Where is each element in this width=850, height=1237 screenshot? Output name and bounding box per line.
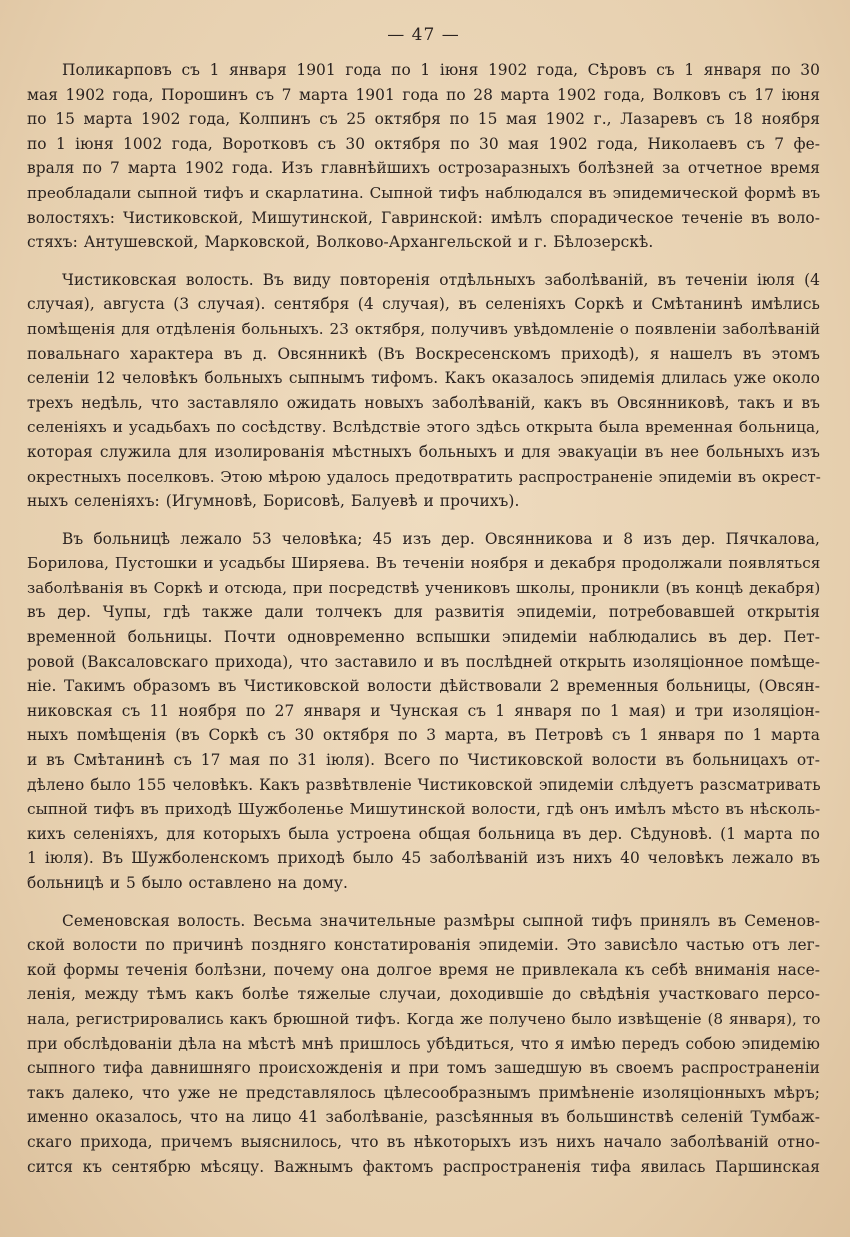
text-line: при обслѣдованіи дѣла на мѣстѣ мнѣ пришлось убѣдиться, что я имѣю передъ собою эпидемію [27, 1034, 820, 1053]
text-line: кихъ селеніяхъ, для которыхъ была устроена общая больница въ дер. Сѣдуновѣ. (1 марта по [27, 824, 820, 843]
text-line: враля по 7 марта 1902 года. Изъ главнѣйшихъ острозаразныхъ болѣзней за отчетное время [27, 159, 820, 178]
text-line: стяхъ: Антушевской, Марковской, Волково-Архангельской и г. Бѣлозерскѣ. [27, 233, 654, 252]
text-line: заболѣванія въ Соркѣ и отсюда, при посредствѣ учениковъ школы, проникли (въ концѣ декабря) [27, 578, 821, 597]
text-line: окрестныхъ поселковъ. Этою мѣрою удалось предотвратить распространеніе эпидеміи въ окрест- [27, 467, 821, 486]
text-line: именно оказалось, что на лицо 41 заболѣваніе, разсѣянныя въ большинствѣ селеній Тумбаж- [27, 1108, 820, 1127]
paragraph [27, 268, 820, 514]
text-line: Чистиковская волость. Въ виду повторенія отдѣльныхъ заболѣваній, въ теченіи іюля (4 [62, 270, 820, 289]
text-line: сыпной тифъ въ приходѣ Шужболенье Мишутинской волости, гдѣ онъ имѣлъ мѣсто въ нѣсколь- [27, 800, 821, 819]
paragraph-gap [27, 514, 820, 527]
text-line: скаго прихода, причемъ выяснилось, что въ нѣкоторыхъ изъ нихъ начало заболѣваній отно- [27, 1132, 820, 1151]
text-line: больницѣ и 5 было оставлено на дому. [27, 874, 348, 892]
paragraph [27, 527, 820, 896]
text-line: селеніи 12 человѣкъ больныхъ сыпнымъ тифомъ. Какъ оказалось эпидемія длилась уже около [27, 369, 820, 388]
text-line: селеніяхъ и усадьбахъ по сосѣдству. Вслѣдствіе этого здѣсь открыта была временная больница, [27, 418, 820, 437]
text-body [27, 58, 820, 1179]
text-line: кой формы теченія болѣзни, почему она долгое время не привлекала къ себѣ вниманія насе- [27, 960, 820, 979]
text-line: случая), августа (3 случая). сентября (4 случая), въ селеніяхъ Соркѣ и Смѣтанинѣ имѣлись [27, 295, 820, 314]
text-line: ровой (Ваксаловскаго прихода), что заставило и въ послѣдней открыть изоляціонное помѣще- [27, 652, 820, 671]
text-line: преобладали сыпной тифъ и скарлатина. Сыпной тифъ наблюдался въ эпидемической формѣ въ [27, 183, 821, 202]
text-line: по 1 іюня 1002 года, Воротковъ съ 30 октября по 30 мая 1902 года, Николаевъ съ 7 фе- [27, 134, 820, 153]
text-line: въ дер. Чупы, гдѣ также дали толчекъ для развитія эпидеміи, потребовавшей открытія [27, 603, 820, 622]
paragraph [27, 909, 820, 1180]
text-line: ской волости по причинѣ поздняго констатированія эпидеміи. Это зависѣло частью отъ лег- [27, 936, 820, 955]
text-line: 1 іюля). Въ Шужболенскомъ приходѣ было 45 заболѣваній изъ нихъ 40 человѣкъ лежало въ [27, 849, 820, 868]
text-line: ныхъ селеніяхъ: (Игумновѣ, Борисовѣ, Балуевѣ и прочихъ). [27, 492, 520, 511]
text-line: помѣщенія для отдѣленія больныхъ. 23 октября, получивъ увѣдомленіе о появленіи заболѣваній [27, 319, 821, 338]
paragraph [27, 58, 820, 255]
text-line: Поликарповъ съ 1 января 1901 года по 1 іюня 1902 года, Сѣровъ съ 1 января по 30 [62, 61, 820, 79]
text-line: ныхъ помѣщенія (въ Соркѣ съ 30 октября по 3 марта, въ Петровѣ съ 1 января по 1 марта [27, 726, 820, 745]
text-line: Въ больницѣ лежало 53 человѣка; 45 изъ дер. Овсянникова и 8 изъ дер. Пячкалова, [62, 529, 820, 548]
page-number: — 47 — [387, 25, 460, 45]
text-line: волостяхъ: Чистиковской, Мишутинской, Гавринской: имѣлъ спорадическое теченіе въ воло- [27, 208, 820, 227]
paragraph-gap [27, 255, 820, 268]
text-line: ніе. Такимъ образомъ въ Чистиковской волости дѣйствовали 2 временныя больницы, (Овсян- [27, 677, 820, 696]
text-line: никовская съ 11 ноября по 27 января и Чунская съ 1 января по 1 мая) и три изоляціон- [27, 701, 820, 720]
text-line: по 15 марта 1902 года, Колпинъ съ 25 октября по 15 мая 1902 г., Лазаревъ съ 18 ноября [27, 110, 820, 129]
text-line: нала, регистрировались какъ брюшной тифъ. Когда же получено было извѣщеніе (8 января), то [27, 1009, 821, 1028]
text-line: и въ Смѣтанинѣ съ 17 мая по 31 іюля). Всего по Чистиковской волости въ больницахъ от- [27, 751, 820, 770]
text-line: сыпного тифа давнишняго происхожденія и при томъ зашедшую въ своемъ распространеніи [27, 1059, 820, 1078]
text-line: мая 1902 года, Порошинъ съ 7 марта 1901 года по 28 марта 1902 года, Волковъ съ 17 іюня [27, 85, 820, 104]
text-line: ленія, между тѣмъ какъ болѣе тяжелые случаи, доходившіе до свѣдѣнія участковаго персо- [27, 985, 820, 1004]
text-line: такъ далеко, что уже не представлялось цѣлесообразнымъ примѣненіе изоляціонныхъ мѣръ; [27, 1083, 820, 1102]
text-line: временной больницы. Почти одновременно вспышки эпидеміи наблюдались въ дер. Пет- [27, 628, 820, 647]
text-line: Семеновская волость. Весьма значительные размѣры сыпной тифъ принялъ въ Семенов- [62, 911, 820, 930]
text-line: дѣлено было 155 человѣкъ. Какъ развѣтвленіе Чистиковской эпидеміи слѣдуетъ разсматривать [27, 775, 821, 794]
text-line: Борилова, Пустошки и усадьбы Ширяева. Въ теченіи ноября и декабря продолжали появляться [27, 554, 821, 573]
text-line: трехъ недѣль, что заставляло ожидать новыхъ заболѣваній, какъ въ Овсянниковѣ, такъ и въ [27, 393, 820, 412]
text-line: которая служила для изолированія мѣстныхъ больныхъ и для эвакуаціи въ нее больныхъ изъ [27, 442, 820, 461]
text-line: сится къ сентябрю мѣсяцу. Важнымъ фактомъ распространенія тифа явилась Паршинская [27, 1157, 820, 1176]
paragraph-gap [27, 896, 820, 909]
text-line: повальнаго характера въ д. Овсянникѣ (Въ Воскресенскомъ приходѣ), я нашелъ въ этомъ [27, 344, 820, 363]
